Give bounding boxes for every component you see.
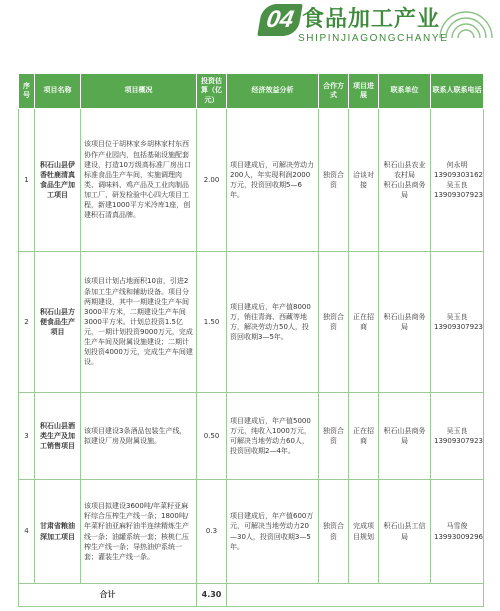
row-investment: 0.3 [197,480,227,584]
row-no: 4 [19,480,35,584]
row-progress: 完成项目规划 [349,480,379,584]
row-overview: 该项目建设3条酒品包装生产线，拟建设厂房及附属设施。 [81,393,197,480]
row-contact: 马雪俊 13993009296 [431,480,484,584]
row-progress: 正在招商 [349,252,379,393]
row-investment: 1.50 [197,252,227,393]
row-benefit: 项目建成后，年产值8000万，销往青海、西藏等地方，解决劳动力50人，投资回收期3—5年。 [227,252,319,393]
row-project-name: 积石山县酒类生产及加工销售项目 [35,393,81,480]
row-progress: 洽谈对接 [349,109,379,252]
project-table [18,73,484,607]
total-row [19,584,484,607]
row-no: 3 [19,393,35,480]
table-row [19,109,484,252]
section-subtitle: SHIPINJIAGONGCHANYE [298,33,449,44]
row-coop: 独资合资 [319,252,349,393]
row-coop: 独资合资 [319,109,349,252]
header-investment: 投资估算（亿元） [197,74,227,109]
row-investment: 2.00 [197,109,227,252]
row-investment: 0.50 [197,393,227,480]
header-name: 项目名称 [35,74,81,109]
total-empty [227,584,484,607]
page-header [0,0,500,58]
total-label: 合计 [19,584,197,607]
table-row [19,393,484,480]
row-contact: 何永明 13909303162 吴玉良 13909307923 [431,109,484,252]
row-overview: 该项目计划占地面积10亩，引进2条加工生产线和辅助设备。项目分两期建设，其中一期建设生产车间3000平方米，二期建设生产车间3000平方米。计划总投资1.5亿元，一期计划投资9000万元，完成生产车间及附属设施建设；二期计划投资4000万元，完成生产车间建设。 [81,252,197,393]
header-benefit: 经济效益分析 [227,74,319,109]
section-number-badge: 04 [257,4,303,36]
row-unit: 积石山县工信局 [379,480,431,584]
row-project-name: 积石山县方便食品生产项目 [35,252,81,393]
row-project-name: 甘肃省粮油深加工项目 [35,480,81,584]
total-value: 4.30 [197,584,227,607]
row-overview: 该项目位于胡林家乡胡林家村东西协作产业园内，包括基础设施配套建设，打造10万级高标准厂房出口标准食品生产车间，实施调理肉类、调味料、鸡产品及工业肉制品加工厂、研发检验中心四大项目工程，新建1000平方米冷库1座，创建积石清真品牌。 [81,109,197,252]
row-contact: 吴玉良 13909307923 [431,393,484,480]
row-benefit: 项目建成后，可解决劳动力200人，年实现利润2000万元，投资回收期5—6年。 [227,109,319,252]
signal-arcs-icon [436,2,496,38]
row-no: 1 [19,109,35,252]
row-no: 2 [19,252,35,393]
row-coop: 独资合资 [319,393,349,480]
table-row [19,252,484,393]
header-coop: 合作方式 [319,74,349,109]
table-header-row [19,74,484,109]
row-project-name: 积石山县伊香牡鹿清真食品生产加工项目 [35,109,81,252]
row-unit: 积石山县农业农村局 积石山县商务局 [379,109,431,252]
section-title: 食品加工产业 [302,7,441,32]
table-row [19,480,484,584]
header-contact: 联系人联系电话 [431,74,484,109]
header-no: 序号 [19,74,35,109]
row-coop: 独资合资 [319,480,349,584]
row-unit: 积石山县商务局 [379,252,431,393]
row-benefit: 项目建成后，年产值5000万元，纯收入1000万元，可解决当地劳动力60人，投资回收期2—4年。 [227,393,319,480]
row-overview: 该项目拟建设3600吨/年菜籽亚麻籽综合压榨生产线一条；1800吨/年菜籽油亚麻籽油半连续精炼生产线一条；油罐系统一套；核桃仁压榨生产线一条；导热油炉系统一套；灌装生产线一条。 [81,480,197,584]
row-unit: 积石山县商务局 [379,393,431,480]
header-overview: 项目概况 [81,74,197,109]
row-progress: 正在招商 [349,393,379,480]
header-unit: 联系单位 [379,74,431,109]
row-contact: 吴玉良 13909307923 [431,252,484,393]
row-benefit: 项目建成后，年产值600万元，可解决当地劳动力20—30人，投资回收期3—5年。 [227,480,319,584]
header-progress: 项目进展 [349,74,379,109]
